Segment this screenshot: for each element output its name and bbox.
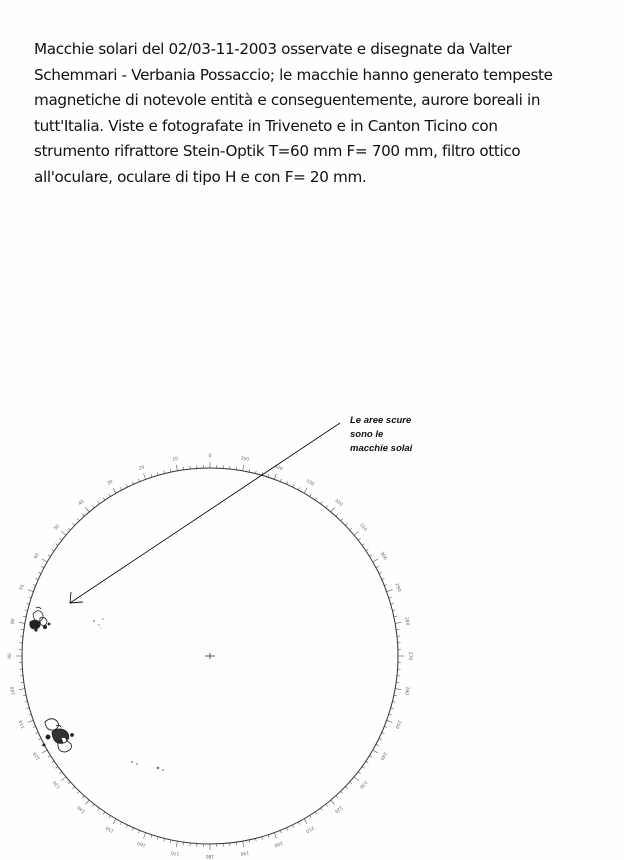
limb-label: 200 [273, 839, 284, 848]
limb-tick [395, 622, 401, 623]
limb-tick [113, 488, 116, 493]
limb-label: 130 [52, 779, 62, 790]
limb-tick [304, 488, 307, 493]
caption-line: all'oculare, oculare di tipo H e con F= 20 mm. [34, 167, 367, 186]
limb-tick [61, 777, 66, 781]
limb-label: 90 [8, 653, 13, 659]
limb-label: 230 [358, 779, 368, 790]
limb-tick [387, 590, 393, 592]
caption-line: Macchie solari del 02/03-11-2003 osservate e disegnate da Valter [34, 40, 512, 58]
limb-label: 310 [358, 522, 368, 533]
limb-tick [19, 622, 25, 623]
annotation-line: macchie solai [350, 442, 413, 454]
limb-tick [28, 720, 34, 722]
limb-tick [61, 531, 66, 535]
limb-label: 50 [53, 523, 61, 532]
limb-label: 160 [136, 839, 147, 848]
caption-line: tutt'Italia. Viste e fotografate in Triveneto e in Canton Ticino con [34, 116, 498, 135]
limb-label: 180 [205, 853, 215, 858]
limb-label: 10 [172, 456, 179, 463]
limb-tick [113, 819, 116, 824]
limb-label: 190 [239, 849, 250, 856]
limb-label: 240 [378, 750, 388, 761]
limb-label: 320 [333, 498, 344, 508]
limb-label: 70 [19, 584, 26, 592]
limb-tick [42, 559, 47, 562]
limb-label: 280 [403, 616, 410, 627]
sunspot-dots-lower [131, 761, 164, 771]
limb-tick [274, 474, 276, 480]
sunspot-dots-upper [93, 618, 104, 628]
limb-tick [42, 750, 47, 753]
limb-tick [331, 507, 335, 512]
limb-label: 290 [393, 582, 402, 593]
limb-label: 250 [393, 719, 402, 730]
annotation-line: sono le [350, 428, 384, 440]
limb-label: 30 [106, 479, 114, 487]
limb-label: 270 [407, 651, 412, 661]
limb-label: 150 [105, 824, 116, 834]
limb-label: 120 [32, 750, 42, 761]
limb-label: 100 [10, 685, 17, 696]
limb-label: 110 [18, 719, 27, 730]
limb-label: 260 [403, 685, 410, 696]
limb-tick [354, 531, 359, 535]
annotation-line: Le aree scure [350, 415, 412, 426]
limb-tick [144, 474, 146, 480]
limb-tick [176, 465, 177, 471]
limb-label: 350 [239, 456, 250, 463]
limb-tick [243, 465, 244, 471]
limb-label: 40 [77, 499, 86, 507]
limb-label: 170 [170, 849, 181, 856]
limb-label: 0 [208, 454, 212, 459]
limb-tick [85, 507, 89, 512]
limb-label: 60 [33, 552, 41, 560]
caption-line: strumento rifrattore Stein-Optik T=60 mm F= 700 mm, filtro ottico [34, 142, 521, 160]
annotation-arrow [70, 423, 340, 603]
limb-tick [395, 689, 401, 690]
limb-label: 340 [273, 464, 284, 473]
limb-tick [19, 689, 25, 690]
sunspot-group-upper [30, 607, 50, 631]
limb-label: 330 [304, 478, 315, 488]
caption-line: Schemmari - Verbania Possaccio; le macchie hanno generato tempeste [34, 65, 553, 84]
limb-tick [85, 800, 89, 805]
limb-label: 210 [304, 824, 315, 834]
limb-tick [304, 819, 307, 824]
limb-tick [373, 559, 378, 562]
limb-tick [331, 800, 335, 805]
limb-label: 300 [378, 551, 388, 562]
limb-tick [176, 841, 177, 847]
caption-line: magnetiche di notevole entità e conseguentemente, aurore boreali in [34, 91, 541, 109]
disk-center-cross [205, 653, 215, 659]
limb-label: 140 [76, 804, 87, 814]
limb-label: 220 [333, 804, 344, 814]
limb-tick [373, 750, 378, 753]
limb-tick [28, 590, 34, 592]
limb-tick [274, 833, 276, 839]
limb-tick [387, 720, 393, 722]
limb-tick [144, 833, 146, 839]
sunspot-group-lower [43, 719, 73, 752]
limb-label: 20 [138, 465, 146, 472]
limb-tick [354, 777, 359, 781]
limb-label: 80 [10, 618, 17, 625]
limb-tick [243, 841, 244, 847]
